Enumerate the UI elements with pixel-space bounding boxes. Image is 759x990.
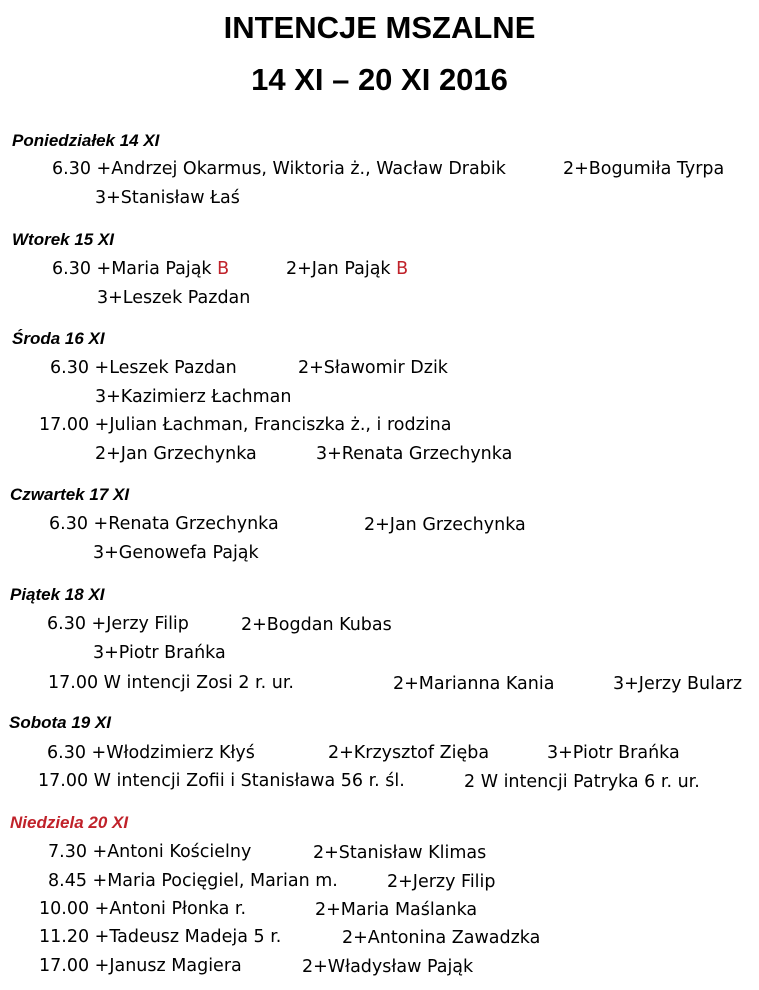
intention-entry: 2+Krzysztof Zięba — [328, 743, 490, 763]
intention-entry: 2+Jan Grzechynka — [95, 444, 257, 464]
intention-entry: 17.00 +Janusz Magiera — [39, 956, 242, 976]
intention-entry: 6.30 +Włodzimierz Kłyś — [47, 743, 255, 763]
day-heading-friday: Piątek 18 XI — [10, 585, 105, 604]
intention-entry: 17.00 W intencji Zosi 2 r. ur. — [48, 673, 294, 693]
intention-entry: 6.30 +Andrzej Okarmus, Wiktoria ż., Wacław Drabik — [52, 159, 506, 179]
intention-entry: 11.20 +Tadeusz Madeja 5 r. — [39, 927, 282, 947]
day-heading-saturday: Sobota 19 XI — [9, 713, 112, 732]
intention-text: 2+Jan Pająk — [286, 259, 391, 279]
intention-entry: 6.30 +Leszek Pazdan — [50, 358, 237, 378]
intention-entry: 6.30 +Jerzy Filip — [47, 614, 189, 634]
intention-entry: 3+Stanisław Łaś — [95, 188, 240, 208]
intention-entry: 8.45 +Maria Pocięgiel, Marian m. — [48, 871, 338, 891]
day-heading-sunday: Niedziela 20 XI — [10, 813, 129, 832]
day-heading-thursday: Czwartek 17 XI — [10, 485, 130, 504]
intention-entry: 2+Antonina Zawadzka — [342, 928, 541, 948]
intention-marker: B — [396, 259, 409, 279]
intention-entry: 2+Jerzy Filip — [387, 872, 496, 892]
intention-entry: 2 W intencji Patryka 6 r. ur. — [464, 772, 700, 792]
intention-entry: 3+Piotr Brańka — [547, 743, 680, 763]
intention-entry — [286, 258, 408, 280]
intention-entry: 3+Genowefa Pająk — [93, 543, 259, 563]
intention-entry: 2+Bogumiła Tyrpa — [563, 159, 725, 179]
intention-entry: 2+Władysław Pająk — [302, 957, 474, 977]
intention-text: 6.30 +Maria Pająk — [52, 259, 212, 279]
day-heading-monday: Poniedziałek 14 XI — [12, 131, 160, 150]
intention-entry: 3+Leszek Pazdan — [97, 288, 251, 308]
intention-entry: 6.30 +Renata Grzechynka — [49, 514, 279, 534]
intention-entry: 17.00 +Julian Łachman, Franciszka ż., i rodzina — [39, 415, 452, 435]
page-title: INTENCJE MSZALNE — [223, 10, 536, 45]
intention-entry: 3+Piotr Brańka — [93, 643, 226, 663]
intention-entry: 3+Renata Grzechynka — [316, 444, 513, 464]
intention-entry: 2+Stanisław Klimas — [313, 843, 487, 863]
intention-entry: 17.00 W intencji Zofii i Stanisława 56 r. śl. — [38, 771, 405, 791]
intention-entry — [52, 258, 229, 280]
intention-entry: 7.30 +Antoni Kościelny — [48, 842, 252, 862]
day-heading-tuesday: Wtorek 15 XI — [12, 230, 115, 249]
intention-entry: 3+Jerzy Bularz — [613, 674, 743, 694]
intention-marker: B — [217, 259, 230, 279]
intention-entry: 2+Marianna Kania — [393, 674, 555, 694]
intention-entry: 10.00 +Antoni Płonka r. — [39, 899, 247, 919]
day-heading-wednesday: Środa 16 XI — [12, 329, 105, 348]
date-range: 14 XI – 20 XI 2016 — [251, 62, 508, 97]
intention-entry: 2+Sławomir Dzik — [298, 358, 448, 378]
intention-entry: 2+Jan Grzechynka — [364, 515, 526, 535]
intention-entry: 2+Maria Maślanka — [315, 900, 478, 920]
intention-entry: 2+Bogdan Kubas — [241, 615, 392, 635]
intention-entry: 3+Kazimierz Łachman — [95, 387, 292, 407]
